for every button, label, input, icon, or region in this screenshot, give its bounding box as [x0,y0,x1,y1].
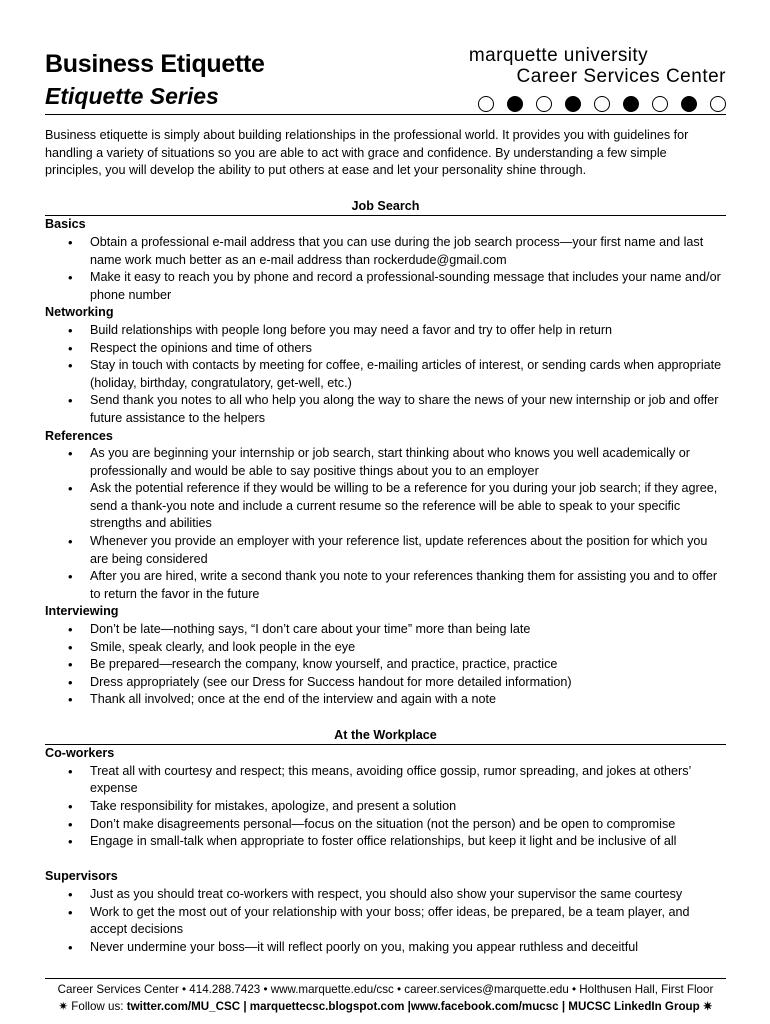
filled-circle-icon [681,96,697,112]
networking-list [45,322,726,428]
list-item: • Respect the opinions and time of others [45,340,726,358]
center-name: Career Services Center [516,66,726,87]
document-title: Business Etiquette [45,50,265,78]
list-item: • Treat all with courtesy and respect; this means, avoiding office gossip, rumor spreading, and jokes at others’ expense [45,763,726,798]
list-item: • Dress appropriately (see our Dress for Success handout for more detailed information) [45,674,726,692]
list-item: • Don’t make disagreements personal—focus on the situation (not the person) and be open to compromise [45,816,726,834]
list-item: • Send thank you notes to all who help you along the way to share the news of your new internship or job and offer future assistance to the helpers [45,392,726,427]
follow-label: ✷ Follow us: [58,1000,127,1013]
coworkers-list [45,763,726,851]
subheading-interviewing: Interviewing [45,604,119,619]
filled-circle-icon [565,96,581,112]
list-item: • Whenever you provide an employer with your reference list, update references about the position for which you are being considered [45,533,726,568]
document-body [45,127,726,956]
subheading-supervisors: Supervisors [45,869,118,884]
subheading-networking: Networking [45,305,114,320]
basics-list [45,234,726,304]
footer [45,981,726,1015]
section-heading-workplace: At the Workplace [45,727,726,746]
spacer [45,851,726,869]
empty-circle-icon [478,96,494,112]
empty-circle-icon [652,96,668,112]
section-heading-job-search: Job Search [45,198,726,217]
list-item: • Never undermine your boss—it will reflect poorly on you, making you appear ruthless and deceitful [45,939,726,957]
footer-contact-line: Career Services Center • 414.288.7423 • www.marquette.edu/csc • career.services@marquette.edu • Holthusen Hall, First Floor [57,983,714,996]
list-item: • Be prepared—research the company, know yourself, and practice, practice, practice [45,656,726,674]
footer-social-line [45,998,726,1015]
logo-block [469,46,726,112]
interviewing-list [45,621,726,709]
list-item: • Make it easy to reach you by phone and record a professional-sounding message that includes your name and/or phone number [45,269,726,304]
list-item: • Smile, speak clearly, and look people in the eye [45,639,726,657]
supervisors-list [45,886,726,956]
title-block [45,48,265,112]
empty-circle-icon [594,96,610,112]
list-item: • Ask the potential reference if they would be willing to be a reference for you during your job search; if they agree, send a thank-you note and include a current resume so the reference will be able to speak to your specific strengths and abilities [45,480,726,533]
spacer [45,709,726,727]
list-item: • Obtain a professional e-mail address that you can use during the job search process—your first name and last name work much better as an e-mail address than rockerdude@gmail.com [45,234,726,269]
list-item: • Thank all involved; once at the end of the interview and again with a note [45,691,726,709]
list-item: • Build relationships with people long before you may need a favor and try to offer help in return [45,322,726,340]
footer-divider [45,978,726,979]
empty-circle-icon [536,96,552,112]
list-item: • Work to get the most out of your relationship with your boss; offer ideas, be prepared, be a team player, and accept decisions [45,904,726,939]
logo-dots [469,96,726,112]
header-divider [45,114,726,115]
document-page [45,0,726,1024]
university-name: marquette university [468,45,648,66]
filled-circle-icon [623,96,639,112]
list-item: • Just as you should treat co-workers with respect, you should also show your supervisor the same courtesy [45,886,726,904]
intro-paragraph: Business etiquette is simply about building relationships in the professional world. It provides you with guidelines for handling a variety of situations so you are able to act with grace and confidence. By understanding a few simple principles, you will develop the ability to put others at ease and let your personality shine through. [45,128,689,178]
filled-circle-icon [507,96,523,112]
list-item: • As you are beginning your internship or job search, start thinking about who knows you well academically or professionally and would be able to say positive things about you to an employer [45,445,726,480]
empty-circle-icon [710,96,726,112]
social-links[interactable]: twitter.com/MU_CSC | marquettecsc.blogspot.com |www.facebook.com/mucsc | MUCSC LinkedIn Group ✷ [126,1000,713,1013]
list-item: • Don’t be late—nothing says, “I don’t care about your time” more than being late [45,621,726,639]
references-list [45,445,726,603]
subheading-references: References [45,428,113,443]
subheading-coworkers: Co-workers [45,746,115,761]
list-item: • Take responsibility for mistakes, apologize, and present a solution [45,798,726,816]
subheading-basics: Basics [45,217,86,232]
list-item: • After you are hired, write a second thank you note to your references thanking them for assisting you and to offer to return the favor in the future [45,568,726,603]
list-item: • Stay in touch with contacts by meeting for coffee, e-mailing articles of interest, or sending cards when appropriate (holiday, birthday, congratulatory, get-well, etc.) [45,357,726,392]
document-subtitle: Etiquette Series [45,83,219,109]
list-item: • Engage in small-talk when appropriate to foster office relationships, but keep it light and be inclusive of all [45,833,726,851]
